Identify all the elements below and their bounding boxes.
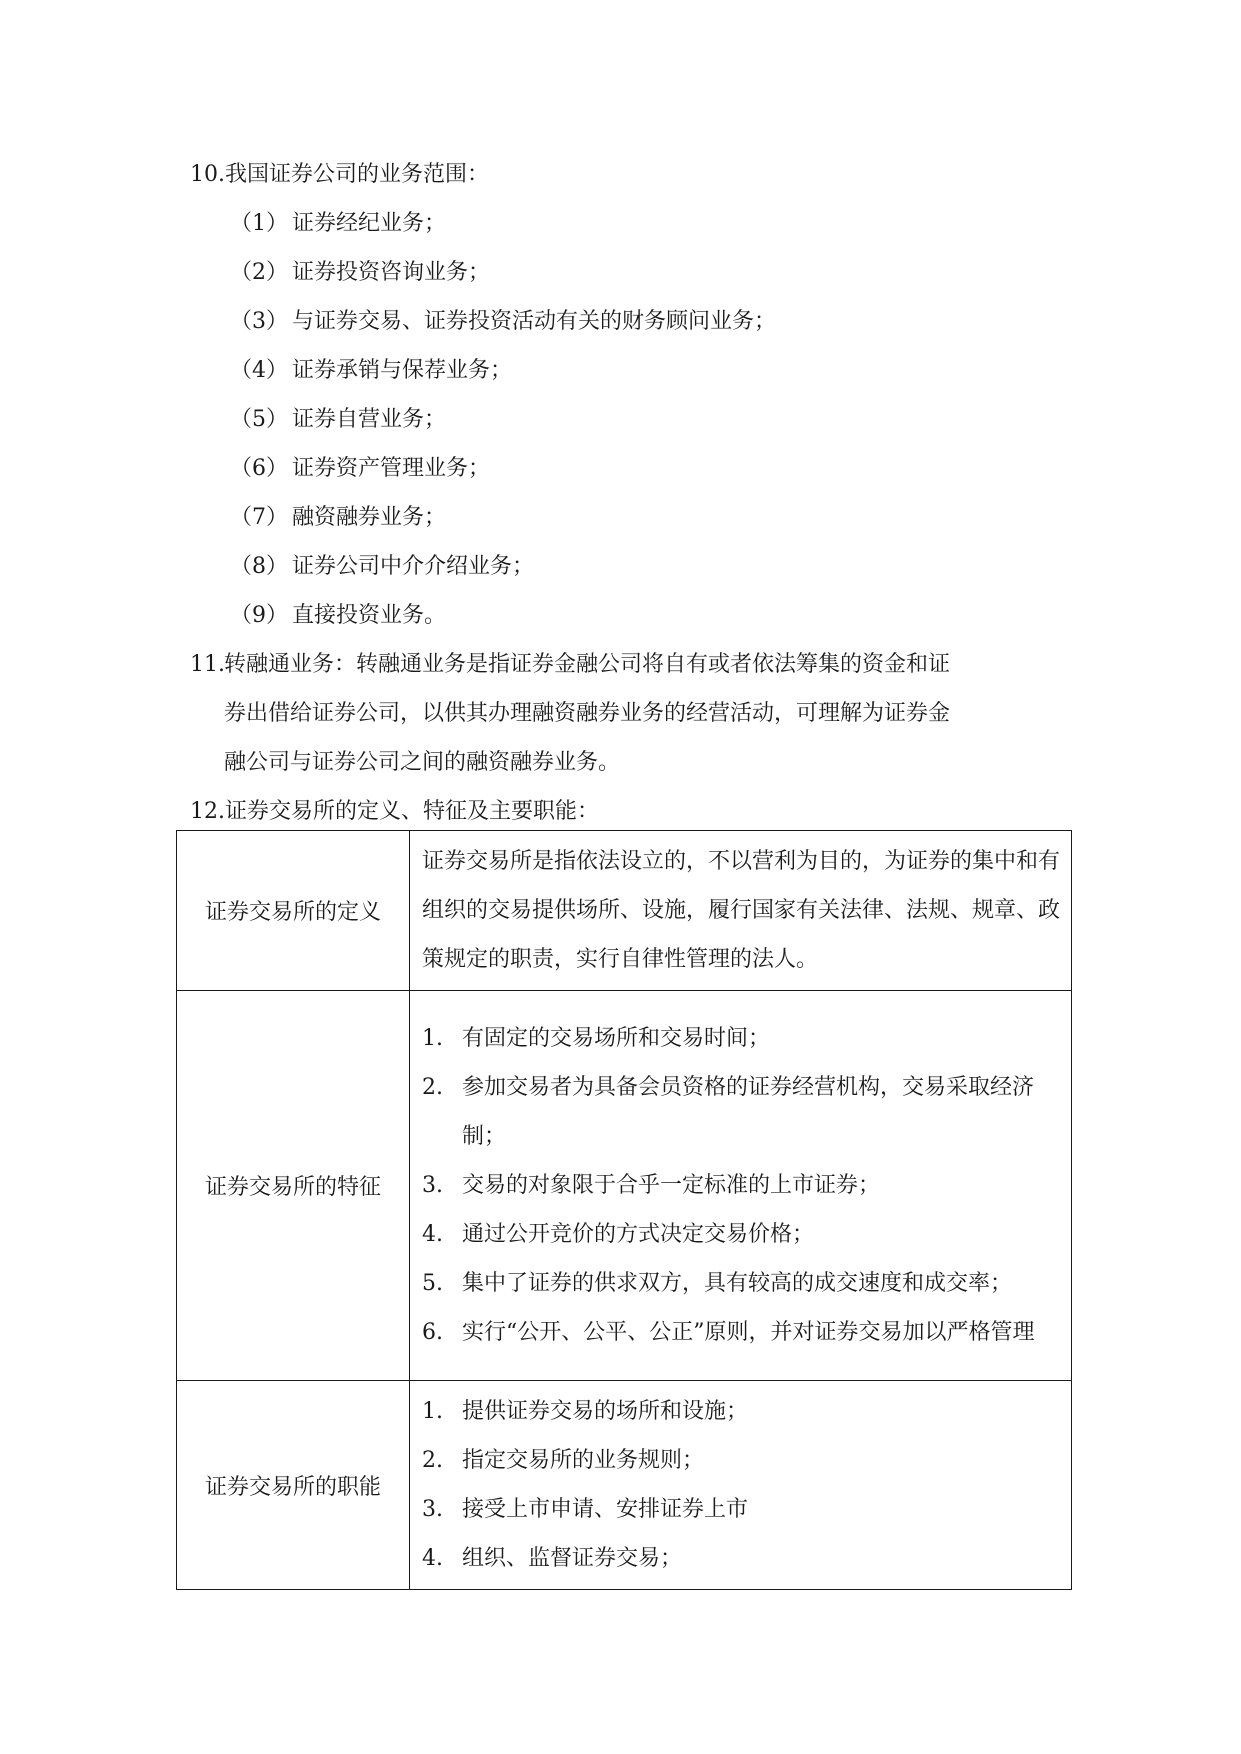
definition-text: 证券交易所是指依法设立的，不以营利为目的，为证券的集中和有组织的交易提供场所、设施，履行国家有关法律、法规、规章、政策规定的职责，实行自律性管理的法人。: [422, 849, 1061, 972]
section-11-heading: [190, 650, 950, 680]
section-heading-text: 我国证券公司的业务范围：: [225, 162, 490, 187]
list-item: [422, 1436, 1061, 1485]
list-item: [422, 1259, 1061, 1308]
list-item-number: 2.: [422, 1075, 443, 1100]
table-row: [177, 991, 1072, 1381]
list-item-text: 集中了证券的供求双方，具有较高的成交速度和成交率；: [462, 1271, 1013, 1296]
list-item-text: 融资融券业务；: [292, 505, 447, 530]
list-item: [230, 503, 446, 533]
row-content: [410, 831, 1072, 991]
list-item-text: 证券公司中介介绍业务；: [292, 554, 535, 579]
list-item-number: （3）: [230, 309, 288, 334]
list-item-text: 与证券交易、证券投资活动有关的财务顾问业务；: [292, 309, 777, 334]
list-item-text: 证券自营业务；: [292, 407, 447, 432]
list-item-text: 证券经纪业务；: [292, 211, 447, 236]
list-item-text: 证券承销与保荐业务；: [292, 358, 513, 383]
section-10-heading: [190, 160, 489, 190]
list-item-text: 接受上市申请、安排证券上市: [462, 1497, 749, 1522]
list-item: [422, 1387, 1061, 1436]
list-item-text: 组织、监督证券交易；: [462, 1546, 683, 1571]
list-item-text: 证券投资咨询业务；: [292, 260, 491, 285]
list-item: [422, 1210, 1061, 1259]
list-item: [230, 209, 446, 239]
list-item: [422, 1161, 1061, 1210]
list-item: [230, 454, 490, 484]
paragraph-line: 融公司与证券公司之间的融资融券业务。: [224, 750, 621, 775]
list-item-number: 2.: [422, 1448, 443, 1473]
list-item-number: 1.: [422, 1399, 443, 1424]
row-label: 证券交易所的特征: [177, 991, 410, 1381]
list-item-text: 通过公开竞价的方式决定交易价格；: [462, 1222, 815, 1247]
list-item: [422, 1063, 1061, 1161]
list-item: [422, 1534, 1061, 1583]
list-item-number: （6）: [230, 456, 288, 481]
section-heading-text: 证券交易所的定义、特征及主要职能：: [225, 799, 600, 824]
list-item-number: 1.: [422, 1026, 443, 1051]
table-row: [177, 1381, 1072, 1590]
section-12-heading: [190, 797, 599, 827]
list-item: [230, 552, 534, 582]
list-item-text: 参加交易者为具备会员资格的证券经营机构，交易采取经济制；: [462, 1075, 1035, 1149]
paragraph-line: 转融通业务：转融通业务是指证券金融公司将自有或者依法筹集的资金和证: [224, 652, 951, 677]
list-item-text: 有固定的交易场所和交易时间；: [462, 1026, 771, 1051]
list-item-text: 指定交易所的业务规则；: [462, 1448, 705, 1473]
list-item-text: 提供证券交易的场所和设施；: [462, 1399, 749, 1424]
list-item-text: 证券资产管理业务；: [292, 456, 491, 481]
section-number: 12.: [190, 799, 225, 824]
list-item-number: 4.: [422, 1222, 443, 1247]
list-item-text: 实行“公开、公平、公正”原则，并对证券交易加以严格管理: [462, 1320, 1035, 1345]
exchange-info-table: [176, 830, 1072, 1590]
row-label: 证券交易所的定义: [177, 831, 410, 991]
list-item-number: （5）: [230, 407, 288, 432]
list-item: [230, 356, 512, 386]
section-number: 10.: [190, 162, 225, 187]
list-item: [230, 307, 776, 337]
list-item-number: （7）: [230, 505, 288, 530]
list-item: [422, 1014, 1061, 1063]
list-item: [422, 1308, 1061, 1357]
list-item: [230, 601, 446, 631]
list-item-number: （4）: [230, 358, 288, 383]
list-item-number: 3.: [422, 1173, 443, 1198]
list-item: [230, 405, 446, 435]
list-item: [422, 1485, 1061, 1534]
list-item-number: 4.: [422, 1546, 443, 1571]
list-item-text: 交易的对象限于合乎一定标准的上市证券；: [462, 1173, 881, 1198]
list-item-number: （2）: [230, 260, 288, 285]
list-item-number: （1）: [230, 211, 288, 236]
list-item: [230, 258, 490, 288]
row-content: [410, 1381, 1072, 1590]
list-item-number: （9）: [230, 603, 288, 628]
row-label: 证券交易所的职能: [177, 1381, 410, 1590]
list-item-number: 3.: [422, 1497, 443, 1522]
list-item-number: （8）: [230, 554, 288, 579]
section-number: 11.: [190, 652, 225, 677]
list-item-number: 6.: [422, 1320, 443, 1345]
list-item-text: 直接投资业务。: [292, 603, 447, 628]
list-item-number: 5.: [422, 1271, 443, 1296]
table-row: [177, 831, 1072, 991]
paragraph-line: 券出借给证券公司，以供其办理融资融券业务的经营活动，可理解为证券金: [224, 701, 951, 726]
row-content: [410, 991, 1072, 1381]
